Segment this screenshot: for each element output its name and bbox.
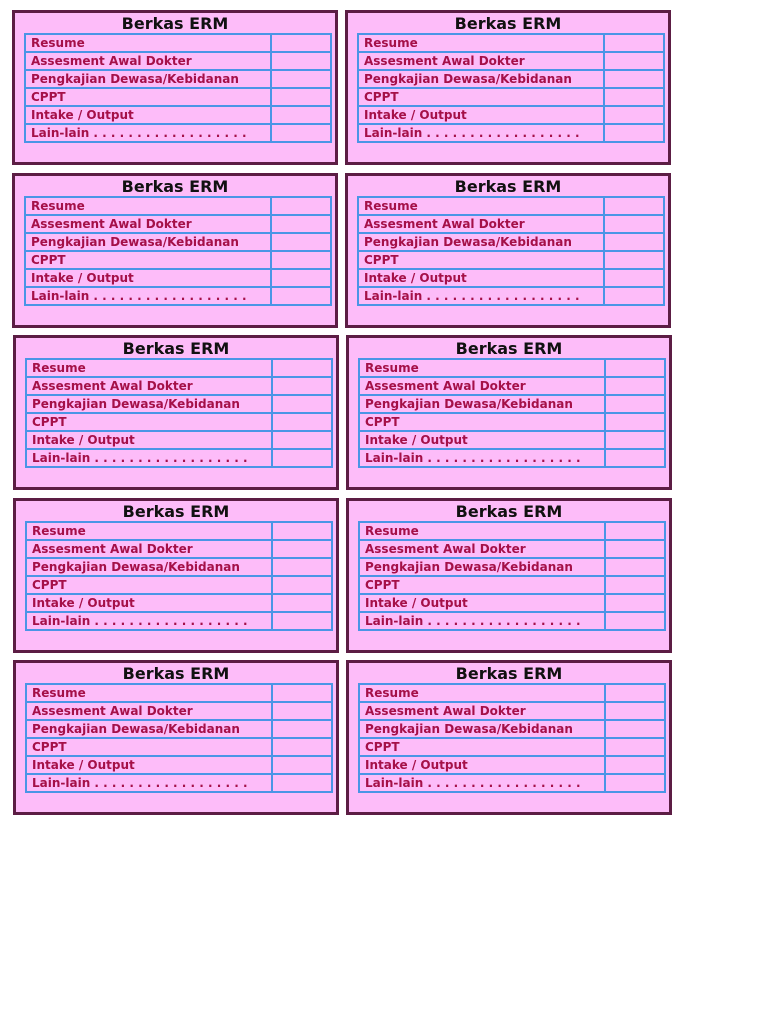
checklist-row [25,197,331,215]
checklist-row [359,756,665,774]
row-label: Pengkajian Dewasa/Kebidanan [25,70,271,88]
checklist-table [24,196,332,306]
checklist-row [26,413,332,431]
row-label: Pengkajian Dewasa/Kebidanan [359,720,605,738]
check-box[interactable] [271,52,331,70]
check-box[interactable] [272,702,332,720]
check-box[interactable] [272,594,332,612]
checklist-row [358,251,664,269]
checklist-row [26,395,332,413]
checklist-row [359,612,665,630]
checklist-row [358,88,664,106]
row-label: Intake / Output [25,269,271,287]
checklist-row [26,702,332,720]
row-label: Intake / Output [26,756,272,774]
row-label: Resume [358,34,604,52]
check-box[interactable] [272,756,332,774]
check-box[interactable] [272,359,332,377]
check-box[interactable] [271,34,331,52]
check-box[interactable] [272,684,332,702]
checklist-row [26,612,332,630]
checklist-row [25,233,331,251]
check-box[interactable] [271,215,331,233]
check-box[interactable] [605,395,665,413]
row-label: Resume [26,522,272,540]
row-label: Pengkajian Dewasa/Kebidanan [26,720,272,738]
checklist-row [359,540,665,558]
checklist-row [25,88,331,106]
check-box[interactable] [271,88,331,106]
row-label: Lain-lain . . . . . . . . . . . . . . . . . . [25,124,271,142]
checklist-row [25,52,331,70]
checklist-row [359,377,665,395]
row-label: Resume [358,197,604,215]
check-box[interactable] [605,576,665,594]
card-title: Berkas ERM [454,14,562,33]
check-box[interactable] [272,413,332,431]
card-title: Berkas ERM [455,339,563,358]
row-label: Assesment Awal Dokter [358,215,604,233]
checklist-row [26,576,332,594]
check-box[interactable] [605,738,665,756]
check-box[interactable] [272,395,332,413]
check-box[interactable] [272,540,332,558]
row-label: CPPT [358,251,604,269]
checklist-row [359,413,665,431]
row-label: Resume [26,359,272,377]
row-label: Resume [359,359,605,377]
row-label: Assesment Awal Dokter [26,702,272,720]
row-label: Lain-lain . . . . . . . . . . . . . . . . . . [25,287,271,305]
check-box[interactable] [604,88,664,106]
checklist-table [358,683,666,793]
berkas-card [346,335,672,490]
row-label: Pengkajian Dewasa/Kebidanan [358,70,604,88]
row-label: CPPT [25,251,271,269]
row-label: Lain-lain . . . . . . . . . . . . . . . . . . [359,774,605,792]
check-box[interactable] [272,449,332,467]
checklist-row [358,287,664,305]
checklist-row [358,34,664,52]
checklist-row [359,449,665,467]
checklist-table [357,196,665,306]
checklist-row [25,34,331,52]
row-label: Pengkajian Dewasa/Kebidanan [359,395,605,413]
checklist-row [358,106,664,124]
checklist-row [359,702,665,720]
checklist-row [25,106,331,124]
checklist-row [359,684,665,702]
row-label: Assesment Awal Dokter [25,52,271,70]
check-box[interactable] [271,269,331,287]
checklist-row [26,558,332,576]
check-box[interactable] [271,197,331,215]
card-title: Berkas ERM [122,339,230,358]
check-box[interactable] [271,287,331,305]
check-box[interactable] [605,449,665,467]
row-label: CPPT [26,413,272,431]
checklist-row [359,720,665,738]
checklist-row [25,251,331,269]
berkas-card [345,173,671,328]
row-label: CPPT [359,738,605,756]
check-box[interactable] [605,612,665,630]
card-title: Berkas ERM [455,502,563,521]
check-box[interactable] [604,52,664,70]
check-box[interactable] [272,612,332,630]
check-box[interactable] [604,233,664,251]
row-label: Pengkajian Dewasa/Kebidanan [26,558,272,576]
checklist-table [25,358,333,468]
row-label: Resume [26,684,272,702]
row-label: Intake / Output [25,106,271,124]
row-label: Lain-lain . . . . . . . . . . . . . . . . . . [26,774,272,792]
row-label: Resume [359,684,605,702]
check-box[interactable] [604,34,664,52]
row-label: Assesment Awal Dokter [358,52,604,70]
row-label: Intake / Output [358,269,604,287]
row-label: CPPT [358,88,604,106]
card-title: Berkas ERM [122,664,230,683]
check-box[interactable] [605,413,665,431]
check-box[interactable] [272,576,332,594]
check-box[interactable] [272,738,332,756]
row-label: Pengkajian Dewasa/Kebidanan [25,233,271,251]
check-box[interactable] [604,215,664,233]
row-label: Lain-lain . . . . . . . . . . . . . . . . . . [358,287,604,305]
berkas-card [12,173,338,328]
check-box[interactable] [272,558,332,576]
card-title: Berkas ERM [121,14,229,33]
checklist-row [26,377,332,395]
berkas-card [12,10,338,165]
checklist-row [358,52,664,70]
row-label: CPPT [25,88,271,106]
checklist-row [26,684,332,702]
checklist-row [359,522,665,540]
checklist-row [25,124,331,142]
row-label: Resume [359,522,605,540]
checklist-row [358,233,664,251]
checklist-row [26,540,332,558]
checklist-row [26,738,332,756]
row-label: CPPT [26,738,272,756]
check-box[interactable] [271,124,331,142]
check-box[interactable] [605,720,665,738]
row-label: Resume [25,197,271,215]
checklist-row [359,738,665,756]
checklist-row [358,269,664,287]
row-label: Assesment Awal Dokter [359,377,605,395]
checklist-row [358,197,664,215]
check-box[interactable] [272,377,332,395]
check-box[interactable] [604,106,664,124]
checklist-row [358,70,664,88]
row-label: Lain-lain . . . . . . . . . . . . . . . . . . [359,612,605,630]
checklist-row [359,431,665,449]
checklist-row [26,522,332,540]
check-box[interactable] [605,558,665,576]
row-label: Assesment Awal Dokter [359,540,605,558]
check-box[interactable] [605,377,665,395]
row-label: Assesment Awal Dokter [25,215,271,233]
check-box[interactable] [605,359,665,377]
row-label: Lain-lain . . . . . . . . . . . . . . . . . . [359,449,605,467]
berkas-card [346,498,672,653]
check-box[interactable] [604,251,664,269]
berkas-card [13,335,339,490]
check-box[interactable] [604,197,664,215]
check-box[interactable] [272,431,332,449]
checklist-row [359,395,665,413]
checklist-row [359,774,665,792]
row-label: Lain-lain . . . . . . . . . . . . . . . . . . [26,612,272,630]
row-label: Pengkajian Dewasa/Kebidanan [358,233,604,251]
row-label: Resume [25,34,271,52]
checklist-row [358,124,664,142]
checklist-row [26,756,332,774]
check-box[interactable] [605,540,665,558]
check-box[interactable] [271,70,331,88]
row-label: Intake / Output [359,756,605,774]
checklist-table [25,683,333,793]
card-title: Berkas ERM [454,177,562,196]
checklist-row [25,287,331,305]
check-box[interactable] [272,720,332,738]
row-label: Assesment Awal Dokter [26,377,272,395]
checklist-row [26,774,332,792]
row-label: Assesment Awal Dokter [26,540,272,558]
checklist-row [359,359,665,377]
check-box[interactable] [604,70,664,88]
checklist-row [26,359,332,377]
checklist-row [359,594,665,612]
check-box[interactable] [605,684,665,702]
row-label: CPPT [359,413,605,431]
checklist-table [358,521,666,631]
row-label: Intake / Output [26,594,272,612]
check-box[interactable] [271,233,331,251]
check-box[interactable] [271,106,331,124]
row-label: Intake / Output [358,106,604,124]
row-label: CPPT [26,576,272,594]
berkas-card [346,660,672,815]
check-box[interactable] [605,774,665,792]
row-label: Intake / Output [359,431,605,449]
checklist-table [358,358,666,468]
checklist-row [25,70,331,88]
check-box[interactable] [605,431,665,449]
check-box[interactable] [604,269,664,287]
checklist-row [26,449,332,467]
card-title: Berkas ERM [122,502,230,521]
check-box[interactable] [604,124,664,142]
checklist-table [25,521,333,631]
check-box[interactable] [605,594,665,612]
row-label: Assesment Awal Dokter [359,702,605,720]
row-label: Intake / Output [26,431,272,449]
row-label: Pengkajian Dewasa/Kebidanan [26,395,272,413]
berkas-card [13,660,339,815]
check-box[interactable] [605,522,665,540]
berkas-card [13,498,339,653]
check-box[interactable] [605,702,665,720]
row-label: Intake / Output [359,594,605,612]
berkas-card [345,10,671,165]
checklist-row [26,594,332,612]
checklist-table [357,33,665,143]
checklist-row [26,720,332,738]
check-box[interactable] [272,522,332,540]
checklist-row [26,431,332,449]
checklist-table [24,33,332,143]
check-box[interactable] [272,774,332,792]
check-box[interactable] [605,756,665,774]
check-box[interactable] [271,251,331,269]
row-label: Pengkajian Dewasa/Kebidanan [359,558,605,576]
checklist-row [359,558,665,576]
row-label: Lain-lain . . . . . . . . . . . . . . . . . . [358,124,604,142]
row-label: Lain-lain . . . . . . . . . . . . . . . . . . [26,449,272,467]
checklist-row [25,269,331,287]
row-label: CPPT [359,576,605,594]
check-box[interactable] [604,287,664,305]
checklist-row [358,215,664,233]
card-title: Berkas ERM [121,177,229,196]
checklist-row [359,576,665,594]
card-title: Berkas ERM [455,664,563,683]
checklist-row [25,215,331,233]
